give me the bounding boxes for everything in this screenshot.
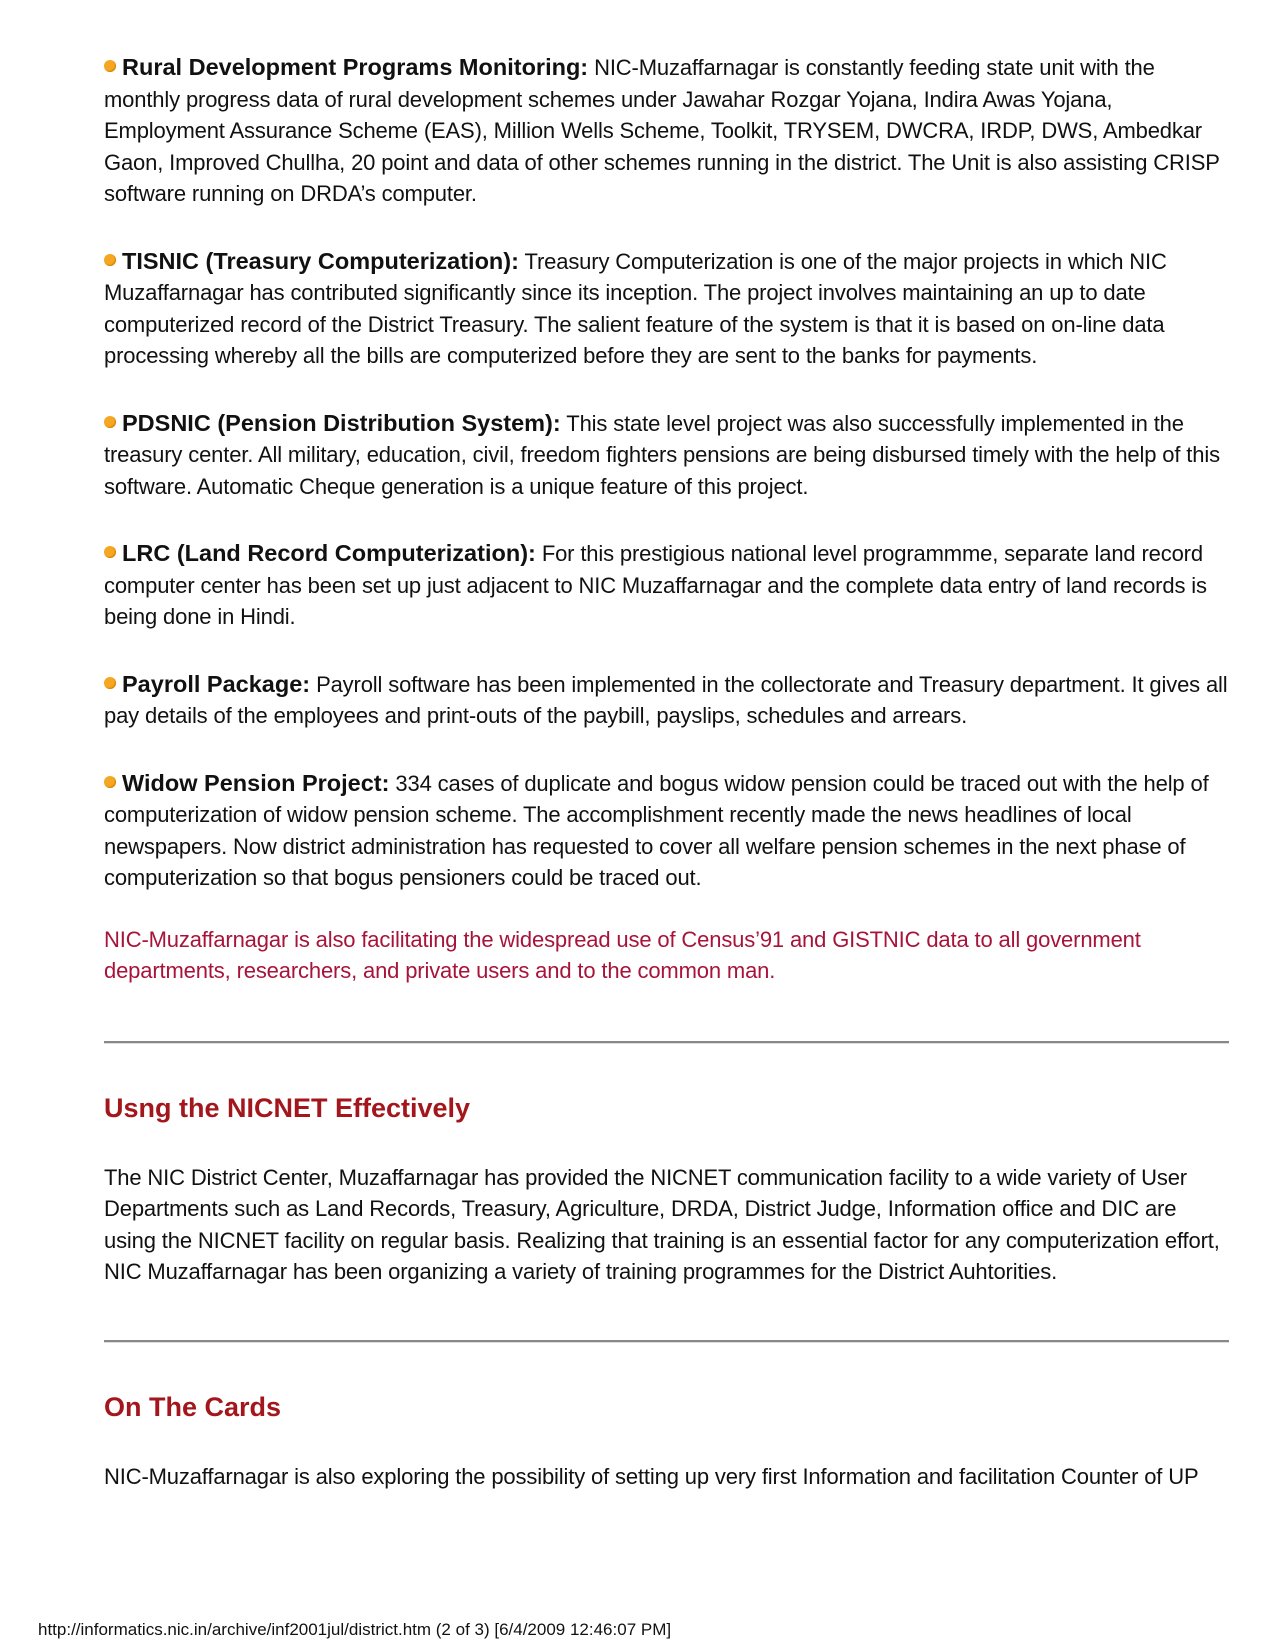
item-term: PDSNIC (Pension Distribution System): — [122, 409, 561, 436]
section-heading-cards: On The Cards — [104, 1391, 282, 1422]
print-footer-url: http://informatics.nic.in/archive/inf2001jul/district.htm (2 of 3) [6/4/2009 12:46:07 PM] — [38, 1620, 672, 1639]
bullet-icon — [104, 60, 116, 72]
section-divider — [104, 1340, 1229, 1342]
list-item — [104, 408, 1229, 503]
bullet-icon — [104, 677, 116, 689]
section-body-nicnet: The NIC District Center, Muzaffarnagar has provided the NICNET communication facility to a wide variety of User Departments such as Land Records, Treasury, Agriculture, DRDA, District Judge, Information office and DIC are using the NICNET facility on regular basis. Realizing that training is an essential factor for any computerization effort, NIC Muzaffarnagar has been organizing a variety of training programmes for the District Auhtorities. — [104, 1164, 1220, 1284]
bullet-icon — [104, 254, 116, 266]
item-text: 334 cases of duplicate and bogus widow pension could be traced out with the help of computerization of widow pension scheme. The accomplishment recently made the news headlines of local newspapers. Now district administration has requested to cover all welfare pension schemes in the next phase of computerization so that bogus pensioners could be traced out. — [104, 770, 1209, 890]
list-item — [104, 669, 1229, 732]
item-text: For this prestigious national level programmme, separate land record computer center has been set up just adjacent to NIC Muzaffarnagar and the complete data entry of land records is being done in Hindi. — [104, 541, 1207, 629]
item-term: TISNIC (Treasury Computerization): — [122, 247, 519, 274]
item-term: Payroll Package: — [122, 670, 311, 697]
list-item — [104, 52, 1229, 210]
highlight-note: NIC-Muzaffarnagar is also facilitating the widespread use of Census’91 and GISTNIC data to all government departments, researchers, and private users and to the common man. — [104, 926, 1141, 983]
section-body-cards: NIC-Muzaffarnagar is also exploring the possibility of setting up very first Information and facilitation Counter of UP — [104, 1463, 1199, 1489]
list-item — [104, 768, 1229, 894]
list-item — [104, 246, 1229, 372]
bullet-icon — [104, 546, 116, 558]
section-divider — [104, 1041, 1229, 1043]
section-heading-nicnet: Usng the NICNET Effectively — [104, 1092, 471, 1123]
item-term: Widow Pension Project: — [122, 769, 390, 796]
item-text: Treasury Computerization is one of the major projects in which NIC Muzaffarnagar has contributed significantly since its inception. The project involves maintaining an up to date computerized record of the District Treasury. The salient feature of the system is that it is based on on-line data processing whereby all the bills are computerized before they are sent to the banks for payments. — [104, 248, 1167, 368]
bullet-icon — [104, 416, 116, 428]
content-column — [104, 52, 1229, 1492]
item-term: Rural Development Programs Monitoring: — [122, 54, 589, 80]
item-term: LRC (Land Record Computerization): — [122, 540, 536, 566]
bullet-icon — [104, 776, 116, 788]
list-item — [104, 538, 1229, 633]
item-text: Payroll software has been implemented in the collectorate and Treasury department. It gives all pay details of the employees and print-outs of the paybill, payslips, schedules and arrears. — [104, 671, 1228, 728]
item-text: NIC-Muzaffarnagar is constantly feeding state unit with the monthly progress data of rural development schemes under Jawahar Rozgar Yojana, Indira Awas Yojana, Employment Assurance Scheme (EAS), Million Wells Scheme, Toolkit, TRYSEM, DWCRA, IRDP, DWS, Ambedkar Gaon, Improved Chullha, 20 point and data of other schemes running in the district. The Unit is also assisting CRISP software running on DRDA’s computer. — [104, 55, 1220, 206]
item-text: This state level project was also successfully implemented in the treasury center. All military, education, civil, freedom fighters pensions are being disbursed timely with the help of this software. Automatic Cheque generation is a unique feature of this project. — [104, 410, 1220, 499]
